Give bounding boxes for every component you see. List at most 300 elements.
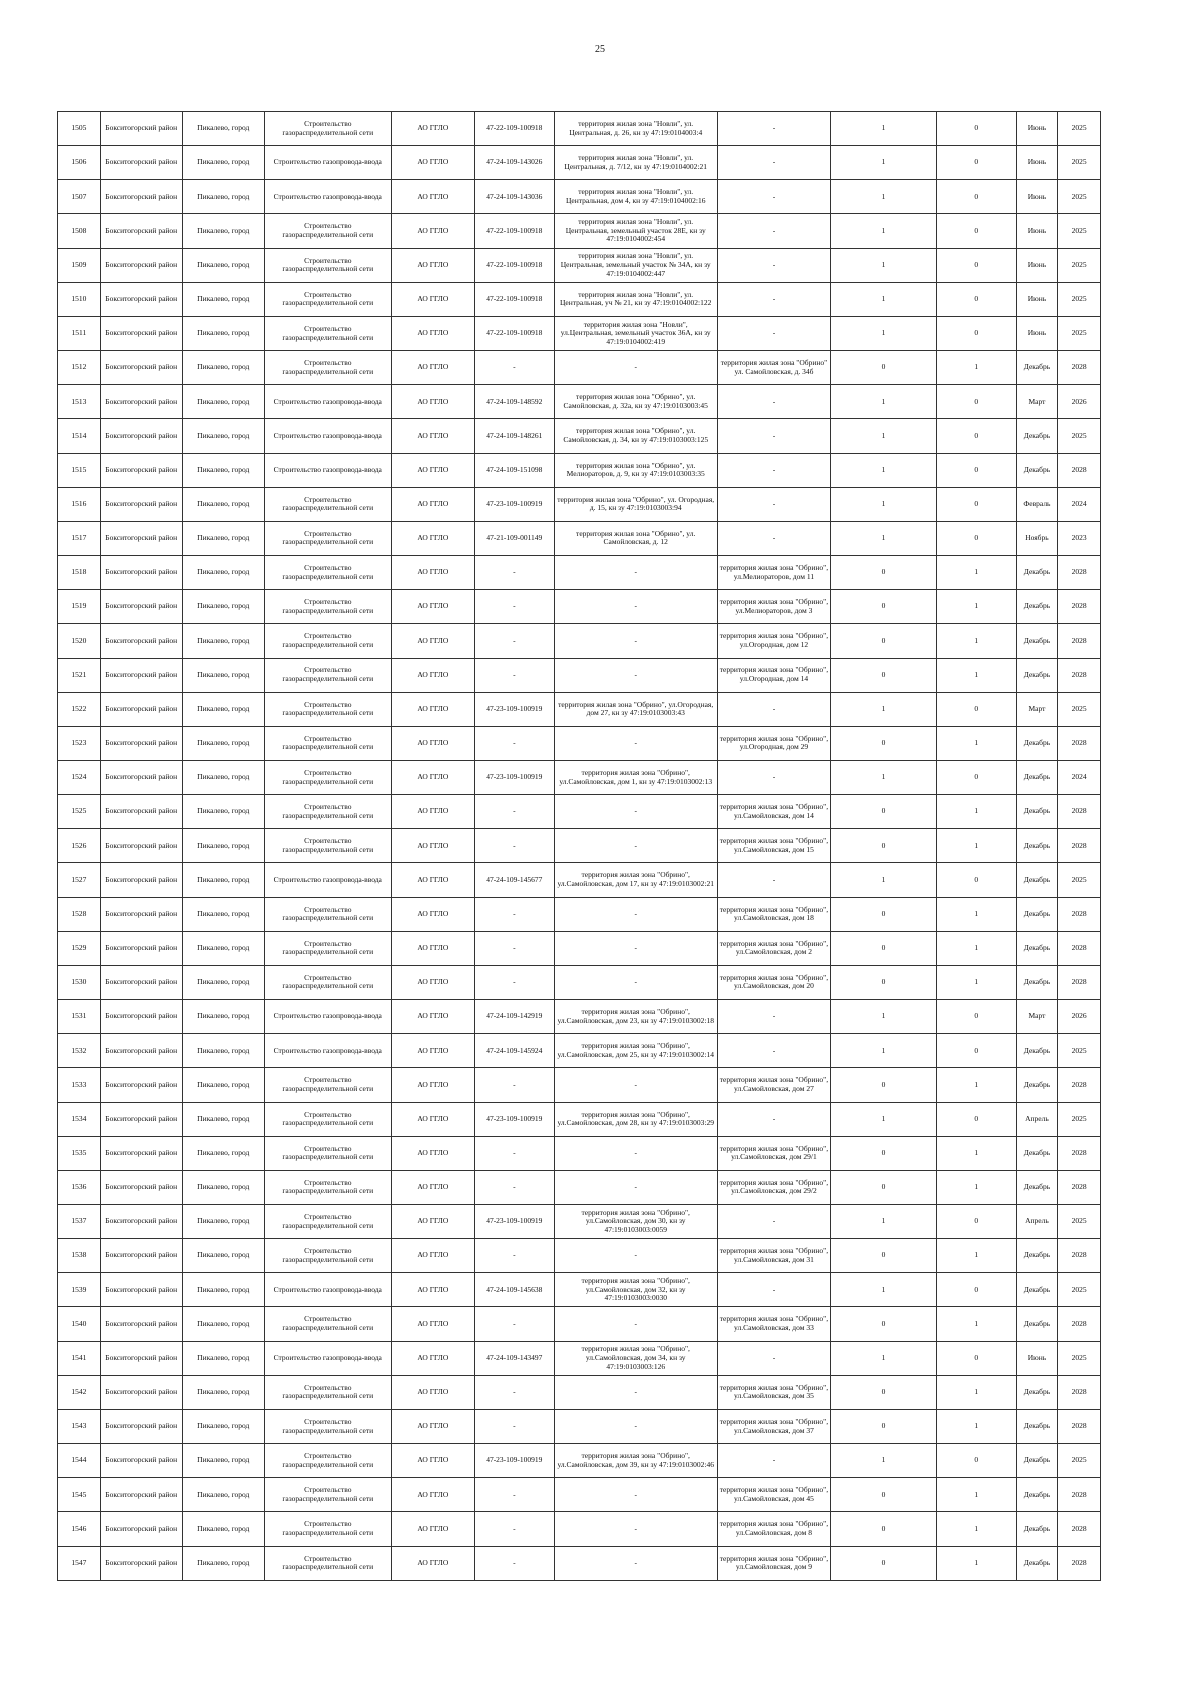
address-cell: -	[717, 692, 831, 726]
year-cell: 2025	[1058, 692, 1101, 726]
month-cell: Июнь	[1016, 180, 1058, 214]
program-code-cell: 47-22-109-100918	[474, 316, 554, 350]
year-cell: 2028	[1058, 1478, 1101, 1512]
work-type-cell: Строительство газораспределительной сети	[264, 248, 391, 282]
row-number: 1524	[58, 760, 101, 794]
table-row	[58, 1034, 1101, 1068]
month-cell: Декабрь	[1016, 1034, 1058, 1068]
count-a-cell: 1	[831, 419, 937, 453]
table-row	[58, 556, 1101, 590]
settlement-cell: Пикалево, город	[182, 1375, 264, 1409]
settlement-cell: Пикалево, город	[182, 1273, 264, 1307]
address-cell: -	[717, 112, 831, 146]
settlement-cell: Пикалево, город	[182, 1068, 264, 1102]
month-cell: Декабрь	[1016, 863, 1058, 897]
address-with-code-cell: -	[554, 965, 717, 999]
count-b-cell: 0	[936, 282, 1016, 316]
count-a-cell: 0	[831, 1375, 937, 1409]
work-type-cell: Строительство газораспределительной сети	[264, 795, 391, 829]
district-cell: Бокситогорский район	[100, 760, 182, 794]
organization-cell: АО ГГЛО	[391, 453, 474, 487]
year-cell: 2025	[1058, 419, 1101, 453]
table-row	[58, 590, 1101, 624]
program-code-cell: -	[474, 1170, 554, 1204]
row-number: 1525	[58, 795, 101, 829]
address-with-code-cell: территория жилая зона "Новли", ул. Центральная, земельный участок № 34А, кн зу 47:19:0104002:447	[554, 248, 717, 282]
year-cell: 2025	[1058, 316, 1101, 350]
count-a-cell: 1	[831, 282, 937, 316]
count-b-cell: 1	[936, 351, 1016, 385]
row-number: 1531	[58, 1000, 101, 1034]
month-cell: Июнь	[1016, 112, 1058, 146]
count-a-cell: 0	[831, 1068, 937, 1102]
district-cell: Бокситогорский район	[100, 965, 182, 999]
count-b-cell: 1	[936, 1375, 1016, 1409]
year-cell: 2028	[1058, 726, 1101, 760]
table-row	[58, 658, 1101, 692]
work-type-cell: Строительство газораспределительной сети	[264, 1239, 391, 1273]
work-type-cell: Строительство газораспределительной сети	[264, 1102, 391, 1136]
table-row	[58, 282, 1101, 316]
count-a-cell: 1	[831, 214, 937, 248]
month-cell: Декабрь	[1016, 760, 1058, 794]
row-number: 1513	[58, 385, 101, 419]
address-with-code-cell: -	[554, 931, 717, 965]
year-cell: 2025	[1058, 1205, 1101, 1239]
settlement-cell: Пикалево, город	[182, 146, 264, 180]
address-cell: территория жилая зона "Обрино", ул.Мелиораторов, дом 3	[717, 590, 831, 624]
district-cell: Бокситогорский район	[100, 419, 182, 453]
district-cell: Бокситогорский район	[100, 590, 182, 624]
program-code-cell: 47-24-109-148261	[474, 419, 554, 453]
count-a-cell: 1	[831, 146, 937, 180]
month-cell: Апрель	[1016, 1102, 1058, 1136]
district-cell: Бокситогорский район	[100, 248, 182, 282]
year-cell: 2028	[1058, 590, 1101, 624]
count-b-cell: 0	[936, 453, 1016, 487]
district-cell: Бокситогорский район	[100, 1444, 182, 1478]
table-row	[58, 1239, 1101, 1273]
program-code-cell: -	[474, 1136, 554, 1170]
count-a-cell: 0	[831, 931, 937, 965]
row-number: 1516	[58, 487, 101, 521]
year-cell: 2025	[1058, 180, 1101, 214]
count-a-cell: 0	[831, 1239, 937, 1273]
month-cell: Декабрь	[1016, 1546, 1058, 1580]
district-cell: Бокситогорский район	[100, 214, 182, 248]
row-number: 1510	[58, 282, 101, 316]
count-a-cell: 0	[831, 556, 937, 590]
work-type-cell: Строительство газопровода-ввода	[264, 1273, 391, 1307]
settlement-cell: Пикалево, город	[182, 726, 264, 760]
address-cell: территория жилая зона "Обрино" ул. Самойловская, д. 34б	[717, 351, 831, 385]
address-cell: территория жилая зона "Обрино", ул.Мелиораторов, дом 11	[717, 556, 831, 590]
work-type-cell: Строительство газораспределительной сети	[264, 1170, 391, 1204]
program-code-cell: -	[474, 1512, 554, 1546]
program-code-cell: 47-22-109-100918	[474, 112, 554, 146]
row-number: 1512	[58, 351, 101, 385]
table-row	[58, 1205, 1101, 1239]
settlement-cell: Пикалево, город	[182, 112, 264, 146]
district-cell: Бокситогорский район	[100, 1478, 182, 1512]
work-type-cell: Строительство газораспределительной сети	[264, 521, 391, 555]
organization-cell: АО ГГЛО	[391, 1512, 474, 1546]
program-code-cell: 47-24-109-148592	[474, 385, 554, 419]
year-cell: 2025	[1058, 1102, 1101, 1136]
row-number: 1547	[58, 1546, 101, 1580]
month-cell: Июнь	[1016, 146, 1058, 180]
work-type-cell: Строительство газораспределительной сети	[264, 487, 391, 521]
count-b-cell: 0	[936, 180, 1016, 214]
year-cell: 2025	[1058, 146, 1101, 180]
organization-cell: АО ГГЛО	[391, 214, 474, 248]
address-cell: территория жилая зона "Обрино", ул.Самойловская, дом 8	[717, 1512, 831, 1546]
month-cell: Март	[1016, 692, 1058, 726]
work-type-cell: Строительство газораспределительной сети	[264, 760, 391, 794]
table-row	[58, 760, 1101, 794]
settlement-cell: Пикалево, город	[182, 624, 264, 658]
address-cell: -	[717, 214, 831, 248]
organization-cell: АО ГГЛО	[391, 351, 474, 385]
year-cell: 2025	[1058, 863, 1101, 897]
district-cell: Бокситогорский район	[100, 1102, 182, 1136]
address-with-code-cell: территория жилая зона "Обрино", ул. Самойловская, д. 12	[554, 521, 717, 555]
count-b-cell: 0	[936, 1205, 1016, 1239]
district-cell: Бокситогорский район	[100, 863, 182, 897]
organization-cell: АО ГГЛО	[391, 829, 474, 863]
organization-cell: АО ГГЛО	[391, 385, 474, 419]
count-a-cell: 1	[831, 521, 937, 555]
row-number: 1507	[58, 180, 101, 214]
program-code-cell: -	[474, 1375, 554, 1409]
address-with-code-cell: -	[554, 658, 717, 692]
address-with-code-cell: -	[554, 829, 717, 863]
table-row	[58, 214, 1101, 248]
organization-cell: АО ГГЛО	[391, 1205, 474, 1239]
count-b-cell: 1	[936, 897, 1016, 931]
program-code-cell: -	[474, 1307, 554, 1341]
year-cell: 2025	[1058, 1444, 1101, 1478]
settlement-cell: Пикалево, город	[182, 385, 264, 419]
work-type-cell: Строительство газораспределительной сети	[264, 692, 391, 726]
address-cell: -	[717, 385, 831, 419]
month-cell: Декабрь	[1016, 1375, 1058, 1409]
address-cell: -	[717, 248, 831, 282]
month-cell: Декабрь	[1016, 1409, 1058, 1443]
count-a-cell: 1	[831, 385, 937, 419]
month-cell: Декабрь	[1016, 931, 1058, 965]
address-cell: территория жилая зона "Обрино", ул.Самойловская, дом 18	[717, 897, 831, 931]
organization-cell: АО ГГЛО	[391, 1239, 474, 1273]
work-type-cell: Строительство газораспределительной сети	[264, 316, 391, 350]
address-with-code-cell: -	[554, 624, 717, 658]
district-cell: Бокситогорский район	[100, 1000, 182, 1034]
program-code-cell: -	[474, 590, 554, 624]
month-cell: Декабрь	[1016, 726, 1058, 760]
work-type-cell: Строительство газопровода-ввода	[264, 180, 391, 214]
work-type-cell: Строительство газораспределительной сети	[264, 351, 391, 385]
organization-cell: АО ГГЛО	[391, 112, 474, 146]
year-cell: 2025	[1058, 214, 1101, 248]
row-number: 1511	[58, 316, 101, 350]
count-a-cell: 1	[831, 863, 937, 897]
table-row	[58, 180, 1101, 214]
count-a-cell: 0	[831, 590, 937, 624]
month-cell: Декабрь	[1016, 1512, 1058, 1546]
count-a-cell: 1	[831, 316, 937, 350]
program-code-cell: 47-23-109-100919	[474, 760, 554, 794]
table-row	[58, 316, 1101, 350]
address-cell: территория жилая зона "Обрино", ул.Самойловская, дом 27	[717, 1068, 831, 1102]
organization-cell: АО ГГЛО	[391, 1307, 474, 1341]
settlement-cell: Пикалево, город	[182, 1205, 264, 1239]
year-cell: 2028	[1058, 658, 1101, 692]
address-with-code-cell: -	[554, 897, 717, 931]
address-with-code-cell: -	[554, 726, 717, 760]
district-cell: Бокситогорский район	[100, 521, 182, 555]
work-type-cell: Строительство газопровода-ввода	[264, 146, 391, 180]
count-a-cell: 1	[831, 1034, 937, 1068]
count-a-cell: 0	[831, 1546, 937, 1580]
row-number: 1517	[58, 521, 101, 555]
address-with-code-cell: территория жилая зона "Обрино", ул. Самойловская, д. 32а, кн зу 47:19:0103003:45	[554, 385, 717, 419]
district-cell: Бокситогорский район	[100, 897, 182, 931]
program-code-cell: -	[474, 1546, 554, 1580]
table-row	[58, 863, 1101, 897]
count-b-cell: 1	[936, 658, 1016, 692]
program-code-cell: -	[474, 624, 554, 658]
organization-cell: АО ГГЛО	[391, 1341, 474, 1375]
organization-cell: АО ГГЛО	[391, 624, 474, 658]
table-row	[58, 248, 1101, 282]
address-cell: территория жилая зона "Обрино", ул.Огородная, дом 29	[717, 726, 831, 760]
address-cell: территория жилая зона "Обрино", ул.Самойловская, дом 14	[717, 795, 831, 829]
program-code-cell: -	[474, 1068, 554, 1102]
work-type-cell: Строительство газораспределительной сети	[264, 624, 391, 658]
work-type-cell: Строительство газораспределительной сети	[264, 1375, 391, 1409]
count-b-cell: 1	[936, 624, 1016, 658]
program-code-cell: -	[474, 1409, 554, 1443]
table-row	[58, 1512, 1101, 1546]
program-code-cell: -	[474, 965, 554, 999]
organization-cell: АО ГГЛО	[391, 1068, 474, 1102]
organization-cell: АО ГГЛО	[391, 556, 474, 590]
table-row	[58, 1444, 1101, 1478]
district-cell: Бокситогорский район	[100, 487, 182, 521]
address-cell: территория жилая зона "Обрино", ул.Самойловская, дом 37	[717, 1409, 831, 1443]
work-type-cell: Строительство газораспределительной сети	[264, 1068, 391, 1102]
month-cell: Июнь	[1016, 316, 1058, 350]
program-code-cell: 47-24-109-145638	[474, 1273, 554, 1307]
month-cell: Декабрь	[1016, 829, 1058, 863]
program-code-cell: 47-24-109-145924	[474, 1034, 554, 1068]
address-with-code-cell: территория жилая зона "Обрино", ул.Самойловская, дом 28, кн зу 47:19:0103003:29	[554, 1102, 717, 1136]
row-number: 1505	[58, 112, 101, 146]
district-cell: Бокситогорский район	[100, 1307, 182, 1341]
address-cell: -	[717, 1444, 831, 1478]
address-with-code-cell: территория жилая зона "Обрино", ул.Самойловская, дом 39, кн зу 47:19:0103002:46	[554, 1444, 717, 1478]
address-cell: -	[717, 282, 831, 316]
organization-cell: АО ГГЛО	[391, 419, 474, 453]
count-a-cell: 0	[831, 1136, 937, 1170]
program-code-cell: 47-24-109-145677	[474, 863, 554, 897]
organization-cell: АО ГГЛО	[391, 692, 474, 726]
district-cell: Бокситогорский район	[100, 1375, 182, 1409]
address-with-code-cell: -	[554, 1170, 717, 1204]
row-number: 1533	[58, 1068, 101, 1102]
address-cell: -	[717, 419, 831, 453]
count-a-cell: 0	[831, 658, 937, 692]
row-number: 1522	[58, 692, 101, 726]
address-cell: -	[717, 760, 831, 794]
year-cell: 2025	[1058, 282, 1101, 316]
district-cell: Бокситогорский район	[100, 556, 182, 590]
table-row	[58, 1341, 1101, 1375]
work-type-cell: Строительство газораспределительной сети	[264, 1136, 391, 1170]
settlement-cell: Пикалево, город	[182, 795, 264, 829]
district-cell: Бокситогорский район	[100, 112, 182, 146]
address-with-code-cell: территория жилая зона "Новли", ул. Центральная, д. 26, кн зу 47:19:0104003:4	[554, 112, 717, 146]
month-cell: Декабрь	[1016, 1444, 1058, 1478]
month-cell: Март	[1016, 1000, 1058, 1034]
address-with-code-cell: территория жилая зона "Обрино", ул.Самойловская, дом 23, кн зу 47:19:0103002:18	[554, 1000, 717, 1034]
settlement-cell: Пикалево, город	[182, 351, 264, 385]
address-cell: -	[717, 1102, 831, 1136]
count-a-cell: 1	[831, 453, 937, 487]
work-type-cell: Строительство газораспределительной сети	[264, 1205, 391, 1239]
count-b-cell: 0	[936, 419, 1016, 453]
address-cell: -	[717, 863, 831, 897]
program-code-cell: 47-23-109-100919	[474, 1102, 554, 1136]
count-b-cell: 0	[936, 1444, 1016, 1478]
table-row	[58, 726, 1101, 760]
year-cell: 2028	[1058, 931, 1101, 965]
settlement-cell: Пикалево, город	[182, 419, 264, 453]
count-b-cell: 1	[936, 726, 1016, 760]
address-with-code-cell: территория жилая зона "Новли", ул. Центральная, дом 4, кн зу 47:19:0104002:16	[554, 180, 717, 214]
month-cell: Декабрь	[1016, 1068, 1058, 1102]
row-number: 1539	[58, 1273, 101, 1307]
count-b-cell: 0	[936, 1273, 1016, 1307]
settlement-cell: Пикалево, город	[182, 1546, 264, 1580]
work-type-cell: Строительство газопровода-ввода	[264, 1341, 391, 1375]
district-cell: Бокситогорский район	[100, 1239, 182, 1273]
district-cell: Бокситогорский район	[100, 1512, 182, 1546]
address-with-code-cell: -	[554, 590, 717, 624]
settlement-cell: Пикалево, город	[182, 590, 264, 624]
settlement-cell: Пикалево, город	[182, 692, 264, 726]
count-b-cell: 0	[936, 214, 1016, 248]
count-a-cell: 1	[831, 1000, 937, 1034]
settlement-cell: Пикалево, город	[182, 282, 264, 316]
settlement-cell: Пикалево, город	[182, 1341, 264, 1375]
year-cell: 2028	[1058, 1307, 1101, 1341]
year-cell: 2028	[1058, 1136, 1101, 1170]
organization-cell: АО ГГЛО	[391, 1375, 474, 1409]
count-b-cell: 0	[936, 1034, 1016, 1068]
settlement-cell: Пикалево, город	[182, 487, 264, 521]
table-row	[58, 897, 1101, 931]
row-number: 1536	[58, 1170, 101, 1204]
work-type-cell: Строительство газораспределительной сети	[264, 214, 391, 248]
program-code-cell: -	[474, 658, 554, 692]
settlement-cell: Пикалево, город	[182, 1136, 264, 1170]
month-cell: Декабрь	[1016, 1239, 1058, 1273]
work-type-cell: Строительство газораспределительной сети	[264, 1512, 391, 1546]
organization-cell: АО ГГЛО	[391, 726, 474, 760]
work-type-cell: Строительство газопровода-ввода	[264, 1000, 391, 1034]
month-cell: Декабрь	[1016, 1170, 1058, 1204]
year-cell: 2028	[1058, 965, 1101, 999]
year-cell: 2025	[1058, 1341, 1101, 1375]
address-cell: территория жилая зона "Обрино", ул.Самойловская, дом 29/1	[717, 1136, 831, 1170]
count-a-cell: 1	[831, 1341, 937, 1375]
row-number: 1527	[58, 863, 101, 897]
address-cell: -	[717, 1205, 831, 1239]
count-a-cell: 1	[831, 1205, 937, 1239]
year-cell: 2028	[1058, 1170, 1101, 1204]
count-a-cell: 0	[831, 1409, 937, 1443]
month-cell: Июнь	[1016, 282, 1058, 316]
settlement-cell: Пикалево, город	[182, 658, 264, 692]
row-number: 1534	[58, 1102, 101, 1136]
table-row	[58, 351, 1101, 385]
work-type-cell: Строительство газопровода-ввода	[264, 419, 391, 453]
table-row	[58, 146, 1101, 180]
program-code-cell: -	[474, 1478, 554, 1512]
work-type-cell: Строительство газораспределительной сети	[264, 1409, 391, 1443]
count-a-cell: 1	[831, 1273, 937, 1307]
gasification-table	[57, 111, 1101, 1581]
address-with-code-cell: -	[554, 795, 717, 829]
count-b-cell: 1	[936, 590, 1016, 624]
district-cell: Бокситогорский район	[100, 1341, 182, 1375]
address-cell: -	[717, 1034, 831, 1068]
row-number: 1508	[58, 214, 101, 248]
work-type-cell: Строительство газораспределительной сети	[264, 282, 391, 316]
year-cell: 2026	[1058, 385, 1101, 419]
address-cell: территория жилая зона "Обрино", ул.Самойловская, дом 33	[717, 1307, 831, 1341]
table-row	[58, 692, 1101, 726]
organization-cell: АО ГГЛО	[391, 863, 474, 897]
count-a-cell: 0	[831, 624, 937, 658]
program-code-cell: 47-24-109-143497	[474, 1341, 554, 1375]
table-row	[58, 1102, 1101, 1136]
count-b-cell: 0	[936, 316, 1016, 350]
district-cell: Бокситогорский район	[100, 1546, 182, 1580]
month-cell: Апрель	[1016, 1205, 1058, 1239]
row-number: 1515	[58, 453, 101, 487]
address-with-code-cell: -	[554, 1375, 717, 1409]
organization-cell: АО ГГЛО	[391, 1409, 474, 1443]
organization-cell: АО ГГЛО	[391, 316, 474, 350]
settlement-cell: Пикалево, город	[182, 760, 264, 794]
count-b-cell: 1	[936, 1512, 1016, 1546]
settlement-cell: Пикалево, город	[182, 316, 264, 350]
settlement-cell: Пикалево, город	[182, 1478, 264, 1512]
program-code-cell: -	[474, 795, 554, 829]
count-b-cell: 0	[936, 385, 1016, 419]
organization-cell: АО ГГЛО	[391, 487, 474, 521]
address-with-code-cell: территория жилая зона "Новли", ул. Центральная, земельный участок 28Е, кн зу 47:19:0104002:454	[554, 214, 717, 248]
count-b-cell: 0	[936, 1000, 1016, 1034]
count-b-cell: 1	[936, 556, 1016, 590]
address-cell: -	[717, 453, 831, 487]
address-with-code-cell: территория жилая зона "Обрино", ул.Самойловская, дом 25, кн зу 47:19:0103002:14	[554, 1034, 717, 1068]
row-number: 1521	[58, 658, 101, 692]
work-type-cell: Строительство газораспределительной сети	[264, 1546, 391, 1580]
work-type-cell: Строительство газораспределительной сети	[264, 897, 391, 931]
